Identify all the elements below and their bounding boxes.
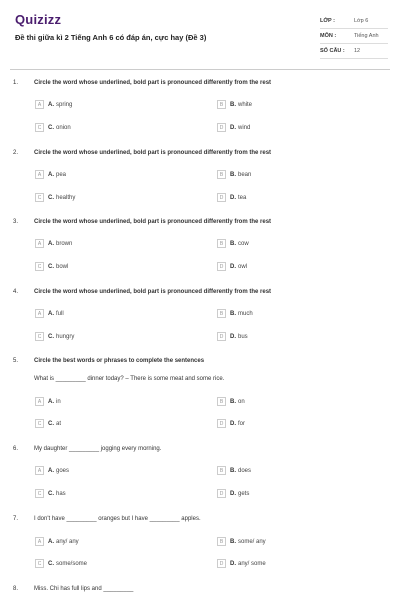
option-letter: D. xyxy=(230,194,236,201)
option-box: D xyxy=(217,559,226,568)
option-text: bowl xyxy=(56,263,69,270)
question-text: Circle the word whose underlined, bold part is pronounced differently from the rest xyxy=(34,219,272,225)
option-letter: C. xyxy=(48,420,54,427)
option-text: bean xyxy=(238,171,252,178)
option-letter: B. xyxy=(230,538,236,545)
option-letter: A. xyxy=(48,310,54,317)
option-c[interactable] xyxy=(35,123,71,132)
option-box: A xyxy=(35,537,44,546)
question-text: My daughter _________ jogging every morning. xyxy=(34,446,162,452)
document-title: Đề thi giữa kì 2 Tiếng Anh 6 có đáp án, cực hay (Đề 3) xyxy=(15,33,207,42)
option-text: any/ some xyxy=(238,560,266,567)
header-divider xyxy=(10,69,390,70)
option-c[interactable] xyxy=(35,489,66,498)
option-a[interactable] xyxy=(35,239,72,248)
question-number: 1. xyxy=(13,80,19,86)
option-text: owl xyxy=(238,263,248,270)
option-letter: B. xyxy=(230,171,236,178)
option-letter: C. xyxy=(48,124,54,131)
meta-row-subject xyxy=(320,29,388,44)
option-letter: A. xyxy=(48,398,54,405)
meta-label: LỚP : xyxy=(320,18,335,24)
option-box: D xyxy=(217,123,226,132)
option-box: C xyxy=(35,262,44,271)
question-text: I don't have _________ oranges but I have _________ apples. xyxy=(34,516,201,522)
option-text: much xyxy=(238,310,253,317)
option-letter: C. xyxy=(48,263,54,270)
option-box: A xyxy=(35,397,44,406)
option-c[interactable] xyxy=(35,262,68,271)
option-box: A xyxy=(35,466,44,475)
option-a[interactable] xyxy=(35,397,61,406)
option-a[interactable] xyxy=(35,100,72,109)
option-letter: A. xyxy=(48,538,54,545)
option-letter: B. xyxy=(230,398,236,405)
option-text: has xyxy=(56,490,66,497)
option-text: at xyxy=(56,420,62,427)
option-letter: A. xyxy=(48,240,54,247)
meta-row-class xyxy=(320,14,388,29)
option-box: A xyxy=(35,239,44,248)
meta-row-count xyxy=(320,44,388,59)
option-letter: C. xyxy=(48,194,54,201)
option-box: C xyxy=(35,123,44,132)
option-box: D xyxy=(217,332,226,341)
option-d[interactable] xyxy=(217,193,246,202)
option-text: full xyxy=(56,310,64,317)
option-a[interactable] xyxy=(35,537,79,546)
question-number: 7. xyxy=(13,516,19,522)
meta-value: Tiếng Anh xyxy=(354,33,379,39)
option-text: bus xyxy=(238,333,248,340)
option-letter: D. xyxy=(230,333,236,340)
option-text: wind xyxy=(238,124,251,131)
question-text: Circle the word whose underlined, bold part is pronounced differently from the rest xyxy=(34,80,272,86)
option-box: B xyxy=(217,537,226,546)
option-letter: D. xyxy=(230,560,236,567)
option-box: D xyxy=(217,193,226,202)
option-b[interactable] xyxy=(217,170,251,179)
option-d[interactable] xyxy=(217,123,250,132)
option-letter: D. xyxy=(230,420,236,427)
meta-value: Lớp 6 xyxy=(354,18,369,24)
option-box: C xyxy=(35,193,44,202)
question-number: 3. xyxy=(13,219,19,225)
option-a[interactable] xyxy=(35,466,69,475)
option-box: D xyxy=(217,489,226,498)
option-text: pea xyxy=(56,171,67,178)
question-text: Miss. Chi has full lips and _________ xyxy=(34,586,134,592)
option-d[interactable] xyxy=(217,559,266,568)
question-number: 2. xyxy=(13,150,19,156)
meta-table xyxy=(320,14,388,59)
option-box: B xyxy=(217,466,226,475)
option-c[interactable] xyxy=(35,332,74,341)
question-number: 6. xyxy=(13,446,19,452)
option-letter: B. xyxy=(230,101,236,108)
option-b[interactable] xyxy=(217,309,253,318)
option-box: B xyxy=(217,397,226,406)
option-letter: D. xyxy=(230,490,236,497)
quizizz-logo: Quizizz xyxy=(15,12,62,27)
option-box: C xyxy=(35,332,44,341)
option-d[interactable] xyxy=(217,262,247,271)
option-c[interactable] xyxy=(35,559,87,568)
option-letter: B. xyxy=(230,310,236,317)
option-box: D xyxy=(217,419,226,428)
question-text: Circle the best words or phrases to complete the sentences xyxy=(34,358,205,364)
option-box: A xyxy=(35,100,44,109)
option-b[interactable] xyxy=(217,397,245,406)
option-letter: A. xyxy=(48,101,54,108)
option-a[interactable] xyxy=(35,170,66,179)
option-box: C xyxy=(35,419,44,428)
meta-value: 12 xyxy=(354,48,361,54)
option-text: on xyxy=(238,398,245,405)
option-letter: D. xyxy=(230,124,236,131)
question-sentence: What is _________ dinner today? – There is some meat and some rice. xyxy=(34,376,225,382)
option-letter: A. xyxy=(48,171,54,178)
option-box: B xyxy=(217,100,226,109)
option-box: A xyxy=(35,170,44,179)
option-text: any/ any xyxy=(56,538,79,545)
option-text: in xyxy=(56,398,61,405)
option-a[interactable] xyxy=(35,309,64,318)
option-d[interactable] xyxy=(217,489,249,498)
meta-label: MÔN : xyxy=(320,33,337,39)
option-b[interactable] xyxy=(217,100,252,109)
option-box: B xyxy=(217,239,226,248)
question-number: 4. xyxy=(13,289,19,295)
option-text: cow xyxy=(238,240,249,247)
option-c[interactable] xyxy=(35,193,75,202)
option-text: healthy xyxy=(56,194,76,201)
option-text: goes xyxy=(56,467,70,474)
option-box: D xyxy=(217,262,226,271)
option-b[interactable] xyxy=(217,537,266,546)
option-box: A xyxy=(35,309,44,318)
option-d[interactable] xyxy=(217,419,245,428)
option-d[interactable] xyxy=(217,332,248,341)
question-text: Circle the word whose underlined, bold part is pronounced differently from the rest xyxy=(34,150,272,156)
option-letter: C. xyxy=(48,560,54,567)
option-letter: B. xyxy=(230,467,236,474)
option-text: white xyxy=(238,101,253,108)
option-text: some/some xyxy=(56,560,88,567)
option-letter: D. xyxy=(230,263,236,270)
option-text: does xyxy=(238,467,252,474)
option-text: tea xyxy=(238,194,247,201)
option-letter: B. xyxy=(230,240,236,247)
question-number: 5. xyxy=(13,358,19,364)
option-text: for xyxy=(238,420,246,427)
option-box: C xyxy=(35,489,44,498)
option-c[interactable] xyxy=(35,419,61,428)
option-box: C xyxy=(35,559,44,568)
option-box: B xyxy=(217,309,226,318)
option-box: B xyxy=(217,170,226,179)
option-text: spring xyxy=(56,101,73,108)
option-text: onion xyxy=(56,124,71,131)
option-letter: C. xyxy=(48,490,54,497)
option-letter: A. xyxy=(48,467,54,474)
option-b[interactable] xyxy=(217,466,251,475)
question-number: 8. xyxy=(13,586,19,592)
question-text: Circle the word whose underlined, bold part is pronounced differently from the rest xyxy=(34,289,272,295)
meta-label: SỐ CÂU : xyxy=(320,48,345,54)
option-text: gets xyxy=(238,490,250,497)
option-text: brown xyxy=(56,240,73,247)
option-b[interactable] xyxy=(217,239,249,248)
option-letter: C. xyxy=(48,333,54,340)
option-text: some/ any xyxy=(238,538,266,545)
option-text: hungry xyxy=(56,333,75,340)
